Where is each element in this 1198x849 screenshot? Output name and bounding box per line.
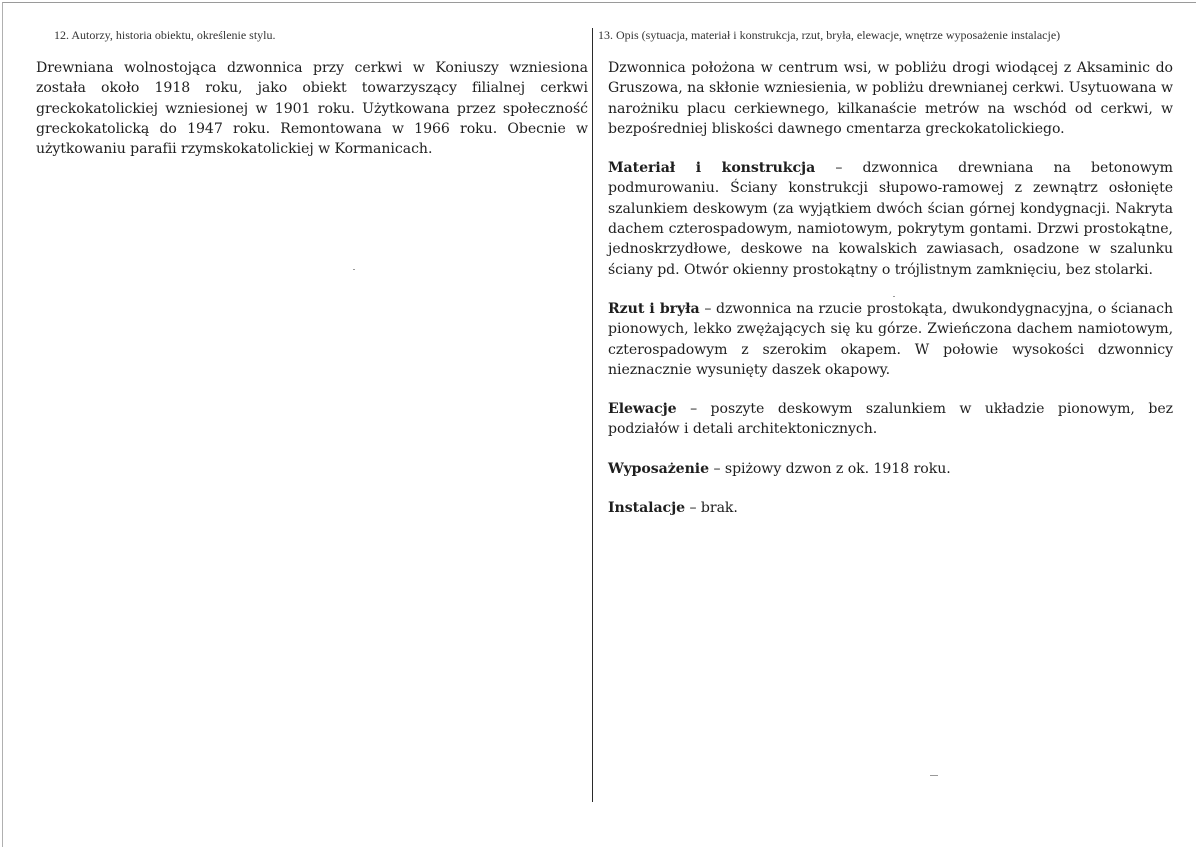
installations-term: Instalacje [608,500,686,517]
left-column [36,28,588,159]
installations-paragraph [598,498,1173,518]
material-text: – dzwonnica drewniana na betonowym podmurowaniu. Ściany konstrukcji słupowo-ramowej z zewnątrz osłonięte szalunkiem deskowym (za wyjątkiem dwóch ścian górnej kondygnacji. Nakryta dachem czterospadowym, namiotowym, pokrytym gontami. Drzwi prostokątne, jednoskrzydłowe, deskowe na kowalskich zawiasach, osadzone w szalunku ściany pd. Otwór okienny prostokątny o trójlistnym zamknięciu, bez stolarki. [608,160,1173,278]
scan-speck [353,269,355,270]
material-term: Materiał i konstrukcja [608,160,816,177]
scan-speck [930,775,938,776]
scan-speck [893,296,895,297]
plan-text: – dzwonnica na rzucie prostokąta, dwukondygnacyjna, o ścianach pionowych, lekko zwężających się ku górze. Zwieńczona dachem namiotowym, czterospadowym z szerokim okapem. W połowie wysokości dzwonnicy nieznacznie wysunięty daszek okapowy. [608,300,1173,378]
installations-text: – brak. [685,500,738,517]
furnishings-paragraph [598,459,1173,479]
plan-term: Rzut i bryła [608,300,700,317]
furnishings-text: – spiżowy dzwon z ok. 1918 roku. [709,460,951,477]
elevations-text: – poszyte deskowym szalunkiem w układzie pionowym, bez podziałów i detali architektonicznych. [608,401,1173,438]
elevations-paragraph [598,399,1173,440]
plan-paragraph [598,299,1173,380]
right-column [598,28,1173,537]
furnishings-term: Wyposażenie [608,460,710,477]
location-paragraph: Dzwonnica położona w centrum wsi, w pobliżu drogi wiodącej z Aksaminic do Gruszowa, na skłonie wzniesienia, w pobliżu drewnianej cerkwi. Usytuowana w narożniku placu cerkiewnego, kilkanaście metrów na wschód od cerkwi, w bezpośredniej bliskości dawnego cmentarza greckokatolickiego. [608,60,1173,137]
section-12-heading: 12. Autorzy, historia obiektu, określenie stylu. [54,28,276,42]
section-13-heading: 13. Opis (sytuacja, materiał i konstrukcja, rzut, bryła, elewacje, wnętrze wyposażenie instalacje) [598,28,1061,42]
history-paragraph: Drewniana wolnostojąca dzwonnica przy cerkwi w Koniuszy wzniesiona została około 1918 roku, jako obiekt towarzyszący filialnej cerkwi greckokatolickiej wzniesionej w 1901 roku. Użytkowana przez społeczność greckokatolicką do 1947 roku. Remontowana w 1966 roku. Obecnie w użytkowaniu parafii rzymskokatolickiej w Kormanicach. [36,60,588,158]
material-paragraph [598,158,1173,280]
column-divider [592,28,593,802]
elevations-term: Elewacje [608,401,677,418]
